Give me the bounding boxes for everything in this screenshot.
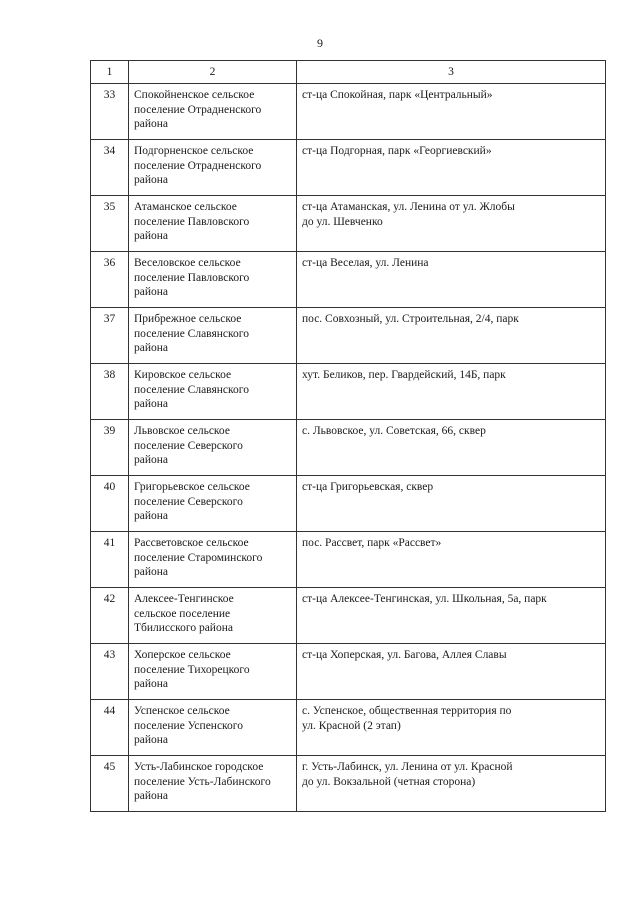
row-number-cell <box>91 756 129 812</box>
settlement-name-cell <box>129 252 297 308</box>
location-description: ст-ца Подгорная, парк «Георгиевский» <box>302 145 492 157</box>
location-description: ст-ца Хоперская, ул. Багова, Аллея Славы <box>302 649 507 661</box>
row-number: 41 <box>103 537 116 549</box>
table-row <box>91 196 606 252</box>
location-description: с. Львовское, ул. Советская, 66, сквер <box>302 425 486 437</box>
settlement-name-cell <box>129 644 297 700</box>
settlement-name: Львовское сельское поселение Северского района <box>134 425 243 466</box>
settlement-name-cell <box>129 588 297 644</box>
settlement-name-cell <box>129 700 297 756</box>
settlement-name: Григорьевское сельское поселение Северского района <box>134 481 250 522</box>
row-number: 38 <box>103 369 116 381</box>
location-description: с. Успенское, общественная территория по ул. Красной (2 этап) <box>302 705 512 732</box>
table-header-row <box>91 61 606 84</box>
location-description: ст-ца Спокойная, парк «Центральный» <box>302 89 493 101</box>
row-number-cell <box>91 84 129 140</box>
column-header-2: 2 <box>129 61 297 84</box>
location-description-cell <box>297 252 606 308</box>
location-description-cell <box>297 700 606 756</box>
page-number: 9 <box>317 36 323 50</box>
row-number-cell <box>91 420 129 476</box>
settlement-name: Веселовское сельское поселение Павловского района <box>134 257 250 298</box>
location-description: ст-ца Алексее-Тенгинская, ул. Школьная, 5а, парк <box>302 593 547 605</box>
settlement-name-cell <box>129 84 297 140</box>
settlement-name-cell <box>129 476 297 532</box>
table-row <box>91 700 606 756</box>
row-number: 37 <box>103 313 116 325</box>
row-number-cell <box>91 364 129 420</box>
table-row <box>91 756 606 812</box>
table-row <box>91 644 606 700</box>
row-number-cell <box>91 700 129 756</box>
table-row <box>91 532 606 588</box>
location-description-cell <box>297 476 606 532</box>
settlement-name-cell <box>129 420 297 476</box>
row-number: 34 <box>103 145 116 157</box>
row-number: 45 <box>103 761 116 773</box>
location-description: ст-ца Веселая, ул. Ленина <box>302 257 429 269</box>
location-description-cell <box>297 420 606 476</box>
location-description-cell <box>297 644 606 700</box>
table-row <box>91 364 606 420</box>
settlement-name-cell <box>129 756 297 812</box>
location-description: пос. Совхозный, ул. Строительная, 2/4, парк <box>302 313 519 325</box>
settlement-name: Кировское сельское поселение Славянского района <box>134 369 249 410</box>
settlement-name-cell <box>129 364 297 420</box>
row-number-cell <box>91 308 129 364</box>
location-description-cell <box>297 84 606 140</box>
table-row <box>91 476 606 532</box>
location-description: пос. Рассвет, парк «Рассвет» <box>302 537 442 549</box>
table-row <box>91 140 606 196</box>
settlement-name: Атаманское сельское поселение Павловского района <box>134 201 250 242</box>
settlement-name: Успенское сельское поселение Успенского района <box>134 705 243 746</box>
settlement-name: Прибрежное сельское поселение Славянского района <box>134 313 249 354</box>
row-number-cell <box>91 644 129 700</box>
row-number-cell <box>91 476 129 532</box>
settlement-name: Подгорненское сельское поселение Отрадненского района <box>134 145 262 186</box>
row-number-cell <box>91 532 129 588</box>
row-number-cell <box>91 588 129 644</box>
table-row <box>91 588 606 644</box>
settlement-name-cell <box>129 196 297 252</box>
table-row <box>91 252 606 308</box>
row-number: 42 <box>103 593 116 605</box>
table-row <box>91 420 606 476</box>
row-number-cell <box>91 252 129 308</box>
settlement-name: Хоперское сельское поселение Тихорецкого района <box>134 649 250 690</box>
row-number: 43 <box>103 649 116 661</box>
location-description-cell <box>297 588 606 644</box>
location-description: ст-ца Григорьевская, сквер <box>302 481 434 493</box>
location-description-cell <box>297 308 606 364</box>
settlement-name-cell <box>129 140 297 196</box>
settlement-name: Алексее-Тенгинское сельское поселение Тбилисского района <box>134 593 234 634</box>
row-number: 39 <box>103 425 116 437</box>
table-row <box>91 84 606 140</box>
column-header-1: 1 <box>91 61 129 84</box>
location-description-cell <box>297 756 606 812</box>
location-description-cell <box>297 140 606 196</box>
settlement-name: Рассветовское сельское поселение Староминского района <box>134 537 263 578</box>
location-description-cell <box>297 364 606 420</box>
settlement-name: Усть-Лабинское городское поселение Усть-Лабинского района <box>134 761 271 802</box>
location-description: ст-ца Атаманская, ул. Ленина от ул. Жлобы до ул. Шевченко <box>302 201 515 228</box>
location-description-cell <box>297 532 606 588</box>
table-row <box>91 308 606 364</box>
column-header-3: 3 <box>297 61 606 84</box>
location-description-cell <box>297 196 606 252</box>
location-description: хут. Беликов, пер. Гвардейский, 14Б, парк <box>302 369 506 381</box>
settlement-name-cell <box>129 532 297 588</box>
settlement-name: Спокойненское сельское поселение Отрадненского района <box>134 89 262 130</box>
row-number: 36 <box>103 257 116 269</box>
row-number-cell <box>91 140 129 196</box>
settlements-table <box>90 60 606 812</box>
table-body <box>91 84 606 812</box>
settlement-name-cell <box>129 308 297 364</box>
row-number: 40 <box>103 481 116 493</box>
row-number: 33 <box>103 89 116 101</box>
row-number-cell <box>91 196 129 252</box>
row-number: 44 <box>103 705 116 717</box>
row-number: 35 <box>103 201 116 213</box>
location-description: г. Усть-Лабинск, ул. Ленина от ул. Красной до ул. Вокзальной (четная сторона) <box>302 761 513 788</box>
